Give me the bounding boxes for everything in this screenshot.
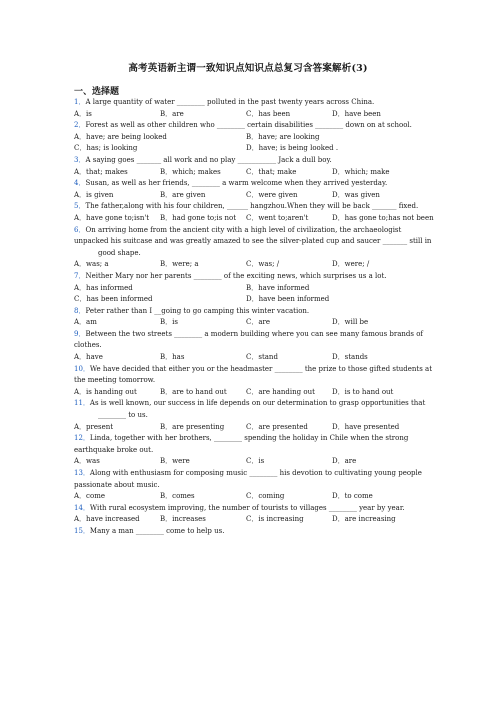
answer-option[interactable]: D．have been [332, 109, 381, 118]
answer-option[interactable]: B．has [160, 353, 185, 362]
question-text: Many a man ________ come to help us. [89, 526, 225, 535]
answer-option[interactable]: B．are given [160, 190, 206, 199]
answer-option[interactable]: D．to come [332, 492, 373, 501]
question-text: Neither Mary nor her parents ________ of the exciting news, which surprises us a lot. [85, 271, 387, 280]
answer-option[interactable]: C．has been [246, 109, 291, 118]
answer-option[interactable]: B．are presenting [160, 422, 225, 431]
answer-options [74, 190, 434, 202]
question-number: 14． [74, 503, 90, 512]
question-text: A saying goes _______ all work and no play ___________ Jack a dull boy. [85, 155, 332, 164]
question-stem [74, 468, 434, 491]
question-number: 1． [74, 98, 86, 106]
question-number: 10． [74, 364, 90, 373]
answer-option[interactable]: D．which; make [332, 167, 390, 176]
question-stem [74, 201, 434, 213]
question-number: 13． [74, 469, 90, 477]
answer-option[interactable]: A．was [74, 457, 100, 466]
question-item [74, 155, 434, 178]
answer-option[interactable]: D．were; / [332, 260, 370, 269]
question-number: 11． [74, 399, 90, 408]
question-stem [74, 97, 434, 109]
answer-option[interactable]: A．is handing out [74, 387, 137, 396]
answer-option[interactable]: A．have; are being looked [74, 132, 167, 141]
answer-options [74, 317, 434, 329]
question-stem [74, 329, 434, 352]
answer-option[interactable]: D．are [332, 457, 357, 466]
question-text: We have decided that either you or the headmaster ________ the prize to those gifted students at the meeting tomorrow. [74, 364, 433, 385]
question-number: 5． [74, 202, 86, 211]
question-text: Linda, together with her brothers, ________ spending the holiday in Chile when the strong earthquake broke out. [74, 434, 409, 454]
answer-option[interactable]: C．are [246, 318, 271, 327]
answer-options [74, 109, 434, 121]
answer-option[interactable]: C．has been informed [74, 295, 153, 304]
answer-option[interactable]: B．are [160, 109, 184, 118]
question-text: Along with enthusiasm for composing music ________ his devotion to cultivating young people passionate about music. [74, 469, 422, 489]
answer-option[interactable]: D．was given [332, 190, 380, 199]
question-item [74, 468, 434, 503]
section-heading: 一、选择题 [74, 87, 120, 97]
answer-option[interactable]: C．was; / [246, 260, 280, 269]
question-stem [74, 178, 434, 190]
answer-option[interactable]: B．comes [160, 492, 195, 501]
answer-option[interactable]: A．have [74, 353, 103, 362]
question-text: A large quantity of water ________ polluted in the past twenty years across China. [85, 98, 375, 106]
answer-option[interactable]: A．have increased [74, 515, 140, 524]
answer-option[interactable]: B．had gone to;is not [160, 213, 237, 222]
answer-option[interactable]: D．is to hand out [332, 387, 394, 396]
answer-options [74, 387, 434, 399]
answer-option[interactable]: A．was; a [74, 260, 109, 269]
question-number: 12． [74, 434, 90, 443]
question-stem [74, 225, 434, 248]
answer-options [74, 259, 434, 271]
answer-option[interactable]: C．went to;aren't [246, 213, 309, 222]
answer-option[interactable]: D．have; is being looked . [246, 144, 339, 153]
answer-option[interactable]: C．has; is looking [74, 144, 138, 153]
question-stem [74, 398, 434, 410]
question-item [74, 526, 434, 538]
answer-options [74, 422, 434, 434]
question-text: With rural ecosystem improving, the number of tourists to villages ________ year by year. [89, 503, 405, 512]
answer-option[interactable]: A．present [74, 422, 114, 431]
question-item [74, 398, 434, 433]
answer-option[interactable]: B．are to hand out [160, 387, 227, 396]
answer-option[interactable]: D．are increasing [332, 515, 396, 524]
question-item [74, 97, 434, 120]
question-text: As is well known, our success in life depends on our determination to grasp opportunities that [89, 399, 426, 408]
question-text: The father,along with his four children, ______ hangzhou.When they will be back _______ fixed. [85, 202, 419, 211]
question-stem [74, 526, 434, 538]
question-number: 8． [74, 306, 86, 315]
question-item [74, 503, 434, 526]
page-title: 高考英语新主谓一致知识点知识点总复习含答案解析(3) [128, 63, 368, 74]
answer-option[interactable]: B．is [160, 318, 178, 327]
answer-options [74, 283, 434, 306]
answer-option[interactable]: A．is given [74, 190, 114, 199]
question-stem [74, 271, 434, 283]
answer-options [74, 213, 434, 225]
question-item [74, 329, 434, 364]
answer-option[interactable]: D．has gone to;has not been [332, 213, 434, 222]
question-number: 9． [74, 329, 86, 338]
question-text: Peter rather than I __going to go camping this winter vacation. [85, 306, 310, 315]
answer-option[interactable]: B．have; are looking [246, 132, 320, 141]
answer-options [74, 352, 434, 364]
answer-option[interactable]: B．increases [160, 515, 206, 524]
answer-option[interactable]: D．stands [332, 353, 368, 362]
question-item [74, 201, 434, 224]
question-stem [74, 306, 434, 318]
question-list [74, 97, 434, 538]
answer-option[interactable]: C．coming [246, 492, 285, 501]
question-item [74, 306, 434, 329]
question-item [74, 271, 434, 306]
answer-option[interactable]: D．will be [332, 318, 369, 327]
question-number: 4． [74, 179, 86, 188]
question-stem [74, 155, 434, 167]
question-stem [74, 503, 434, 515]
answer-option[interactable]: C．is increasing [246, 515, 304, 524]
answer-option[interactable]: C．stand [246, 353, 278, 362]
question-item [74, 364, 434, 399]
question-number: 15． [74, 526, 90, 535]
question-text: Susan, as well as her friends, ________ a warm welcome when they arrived yesterday. [85, 179, 388, 188]
answer-option[interactable]: A．is [74, 109, 92, 118]
question-item [74, 225, 434, 271]
answer-option[interactable]: A．come [74, 492, 105, 501]
question-stem [74, 433, 434, 456]
question-number: 2． [74, 121, 86, 130]
answer-option[interactable]: C．is [246, 457, 265, 466]
question-item [74, 178, 434, 201]
answer-option[interactable]: B．were; a [160, 260, 199, 269]
question-item [74, 433, 434, 468]
answer-option[interactable]: C．are presented [246, 422, 308, 431]
question-text-continued: good shape. [98, 248, 141, 257]
question-text-continued: ________ to us. [98, 411, 148, 420]
answer-option[interactable]: B．have informed [246, 283, 310, 292]
answer-option[interactable]: D．have been informed [246, 295, 330, 304]
question-stem [74, 364, 434, 387]
question-stem [74, 120, 434, 132]
answer-option[interactable]: B．were [160, 457, 190, 466]
answer-option[interactable]: B．which; makes [160, 167, 221, 176]
answer-option[interactable]: A．am [74, 318, 97, 327]
answer-options [74, 456, 434, 468]
question-item [74, 120, 434, 155]
question-text: On arriving home from the ancient city with a high level of civilization, the archaeologist unpacked his suitcase and was greatly amazed to see the silver-plated cup and saucer _______ still in [74, 225, 432, 246]
answer-option[interactable]: A．that; makes [74, 167, 128, 176]
answer-option[interactable]: A．have gone to;isn't [74, 213, 150, 222]
answer-options [74, 132, 434, 155]
answer-option[interactable]: C．that; make [246, 167, 297, 176]
answer-options [74, 514, 434, 526]
question-text: Between the two streets ________ a modern building where you can see many famous brands of clothes. [74, 329, 423, 350]
answer-options [74, 167, 434, 179]
question-text: Forest as well as other children who ________ certain disabilities ________ down on at school. [85, 121, 412, 130]
answer-option[interactable]: C．are handing out [246, 387, 315, 396]
question-number: 3． [74, 155, 86, 164]
answer-option[interactable]: C．were given [246, 190, 298, 199]
question-number: 6． [74, 225, 86, 234]
question-number: 7． [74, 271, 86, 280]
answer-option[interactable]: D．have presented [332, 422, 400, 431]
answer-option[interactable]: A．has informed [74, 283, 133, 292]
answer-options [74, 491, 434, 503]
